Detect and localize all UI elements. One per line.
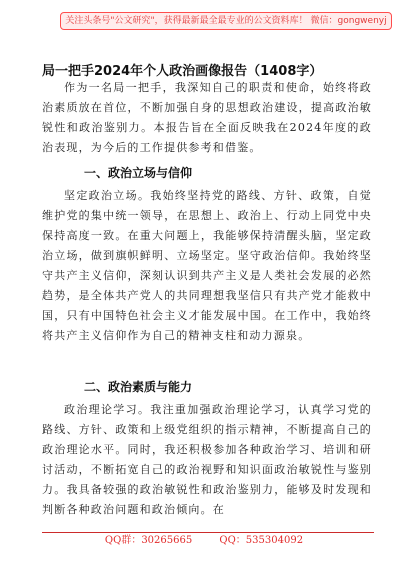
intro-paragraph: 作为一名局一把手，我深知自己的职责和使命，始终将政治素质放在首位，不断加强自身的思想政治建设，提高政治敏锐性和政治鉴别力。本报告旨在全面反映我在2024年度的政治表现，为今后的工作提供参考和借鉴。 bbox=[42, 81, 372, 154]
document-title: 局一把手2024年个人政治画像报告（1408字） bbox=[42, 64, 323, 79]
section-paragraph-political-stance: 坚定政治立场。我始终坚持党的路线、方针、政策，自觉维护党的集中统一领导，在思想上、政治上、行动上同党中央保持高度一致。在重大问题上，我能够保持清醒头脑，坚定政治立场，做到旗帜鲜明、立场坚定。坚守政治信仰。我始终坚守共产主义信仰，深刻认识到共产主义是人类社会发展的必然趋势，是全体共产党人的共同理想我坚信只有共产党才能救中国，只有中国特色社会主义才能发展中国。在工作中，我始终将共产主义信仰作为自己的精神支柱和动力源泉。 bbox=[42, 189, 372, 342]
section-heading-political-ability: 二、政治素质与能力 bbox=[84, 380, 193, 394]
section-heading-political-stance: 一、政治立场与信仰 bbox=[84, 166, 193, 180]
footer-divider bbox=[42, 532, 374, 533]
qq-number: QQ：535304092 bbox=[219, 535, 304, 546]
promo-banner: 关注头条号"公文研究"，获得最新最全最专业的公文资料库！ 微信：gongwenyj bbox=[60, 12, 392, 30]
footer-contact bbox=[0, 534, 408, 548]
qq-group-number: QQ群：30265665 bbox=[104, 535, 193, 546]
section-paragraph-political-ability: 政治理论学习。我注重加强政治理论学习，认真学习党的路线、方针、政策和上级党组织的指示精神，不断提高自己的政治理论水平。同时，我还积极参加各种政治学习、培训和研讨活动，不断拓宽自己的政治视野和知识面政治敏锐性与鉴别力。我具备较强的政治敏锐性和政治鉴别力，能够及时发现和判断各种政治问题和政治倾向。在 bbox=[42, 403, 372, 516]
